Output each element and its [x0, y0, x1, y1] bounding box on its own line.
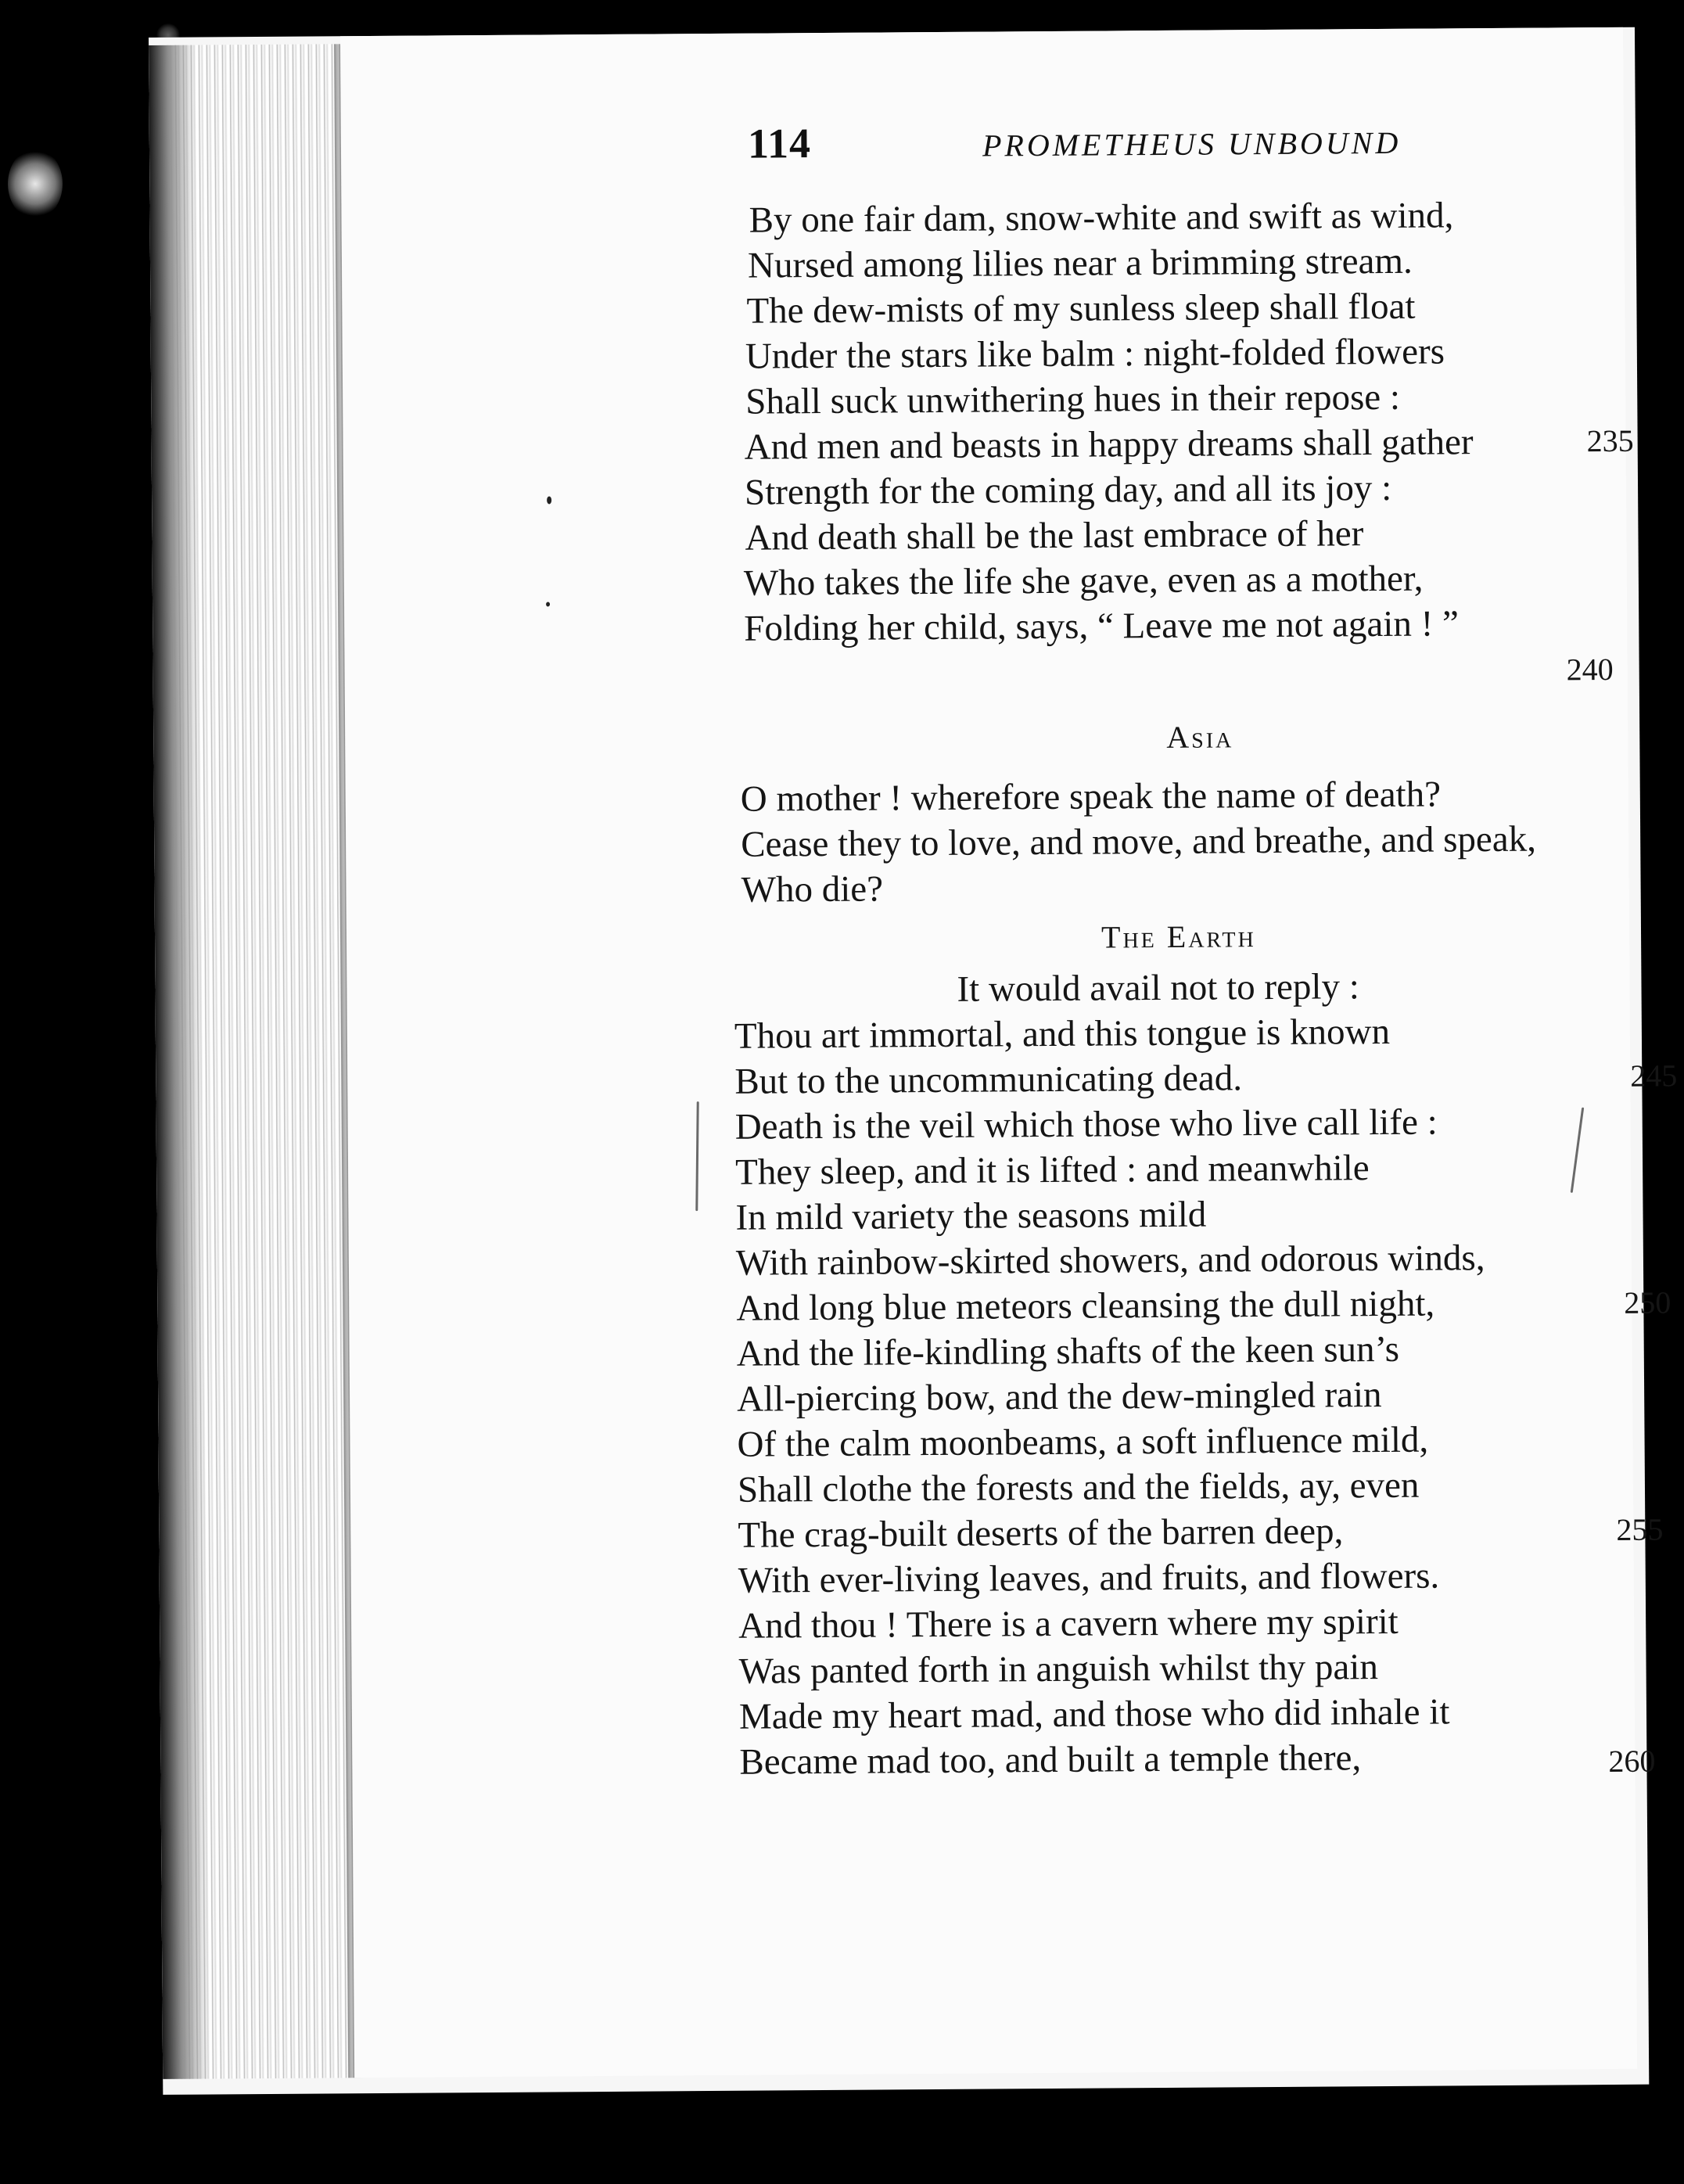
verse-line: Under the stars like balm : night-folded flowers	[745, 331, 1445, 377]
verse-line: Who die?	[741, 868, 884, 911]
verse-line: Nursed among lilies near a brimming stream.	[747, 240, 1413, 286]
verse-line: Was panted forth in anguish whilst thy pain	[738, 1647, 1379, 1692]
book	[149, 27, 1678, 2095]
verse-line: Thou art immortal, and this tongue is known	[734, 1011, 1391, 1057]
verse-line: Death is the veil which those who live call life :	[734, 1101, 1438, 1148]
verse-line: The dew-mists of my sunless sleep shall float	[746, 286, 1416, 332]
verse-line: All-piercing bow, and the dew-mingled rain	[736, 1374, 1382, 1420]
verse-line: Became mad too, and built a temple there,	[739, 1737, 1362, 1783]
line-number: 240	[1566, 651, 1614, 688]
page-number: 114	[747, 120, 812, 167]
verse-line: Strength for the coming day, and all its joy :	[744, 467, 1392, 513]
page-edges	[149, 44, 354, 2079]
line-number: 255	[1616, 1511, 1664, 1547]
verse-line: The crag-built deserts of the barren deep,	[738, 1510, 1344, 1556]
verse-line: Shall suck unwithering hues in their repose :	[745, 376, 1401, 422]
verse-line: Who takes the life she gave, even as a mother,	[743, 558, 1424, 604]
verse-line: Shall clothe the forests and the fields, ay, even	[737, 1464, 1420, 1510]
verse-line: With rainbow-skirted showers, and odorous winds,	[735, 1237, 1485, 1284]
verse-line: And the life-kindling shafts of the keen sun’s	[736, 1328, 1400, 1374]
speaker-heading: The Earth	[1101, 918, 1256, 955]
verse-line: But to the uncommunicating dead.	[734, 1058, 1243, 1102]
running-title: PROMETHEUS UNBOUND	[982, 124, 1402, 163]
pencil-margin-mark	[695, 1101, 698, 1211]
verse-line: With ever-living leaves, and fruits, and flowers.	[738, 1555, 1440, 1601]
verse-line: They sleep, and it is lifted : and meanwhile	[734, 1148, 1370, 1193]
verse-line: By one fair dam, snow-white and swift as wind,	[749, 195, 1454, 241]
film-blemish	[8, 149, 63, 219]
verse-line: And thou ! There is a cavern where my spirit	[738, 1600, 1399, 1647]
line-number: 250	[1624, 1284, 1671, 1320]
verse-line: O mother ! wherefore speak the name of death?	[740, 774, 1442, 820]
line-number: 235	[1586, 422, 1634, 459]
ink-speck	[547, 496, 551, 504]
verse-line: Cease they to love, and move, and breathe, and speak,	[741, 818, 1537, 865]
verse-line: Folding her child, says, “ Leave me not again ! ”	[744, 603, 1460, 649]
pencil-margin-mark	[1571, 1108, 1585, 1193]
line-number: 245	[1630, 1058, 1678, 1094]
line-number: 260	[1608, 1743, 1656, 1780]
ink-speck	[546, 602, 550, 606]
verse-line: And death shall be the last embrace of her	[745, 513, 1364, 559]
speaker-heading: Asia	[1166, 719, 1234, 755]
verse-line: And long blue meteors cleansing the dull night,	[736, 1283, 1435, 1329]
running-head	[747, 113, 1608, 167]
book-page	[340, 27, 1678, 2078]
verse-line: And men and beasts in happy dreams shall gather	[744, 422, 1474, 468]
verse-line: Of the calm moonbeams, a soft influence mild,	[737, 1419, 1429, 1465]
verse-line: Made my heart mad, and those who did inhale it	[738, 1691, 1450, 1737]
verse-line: It would avail not to reply :	[957, 966, 1359, 1010]
verse-line: In mild variety the seasons mild	[735, 1194, 1207, 1238]
